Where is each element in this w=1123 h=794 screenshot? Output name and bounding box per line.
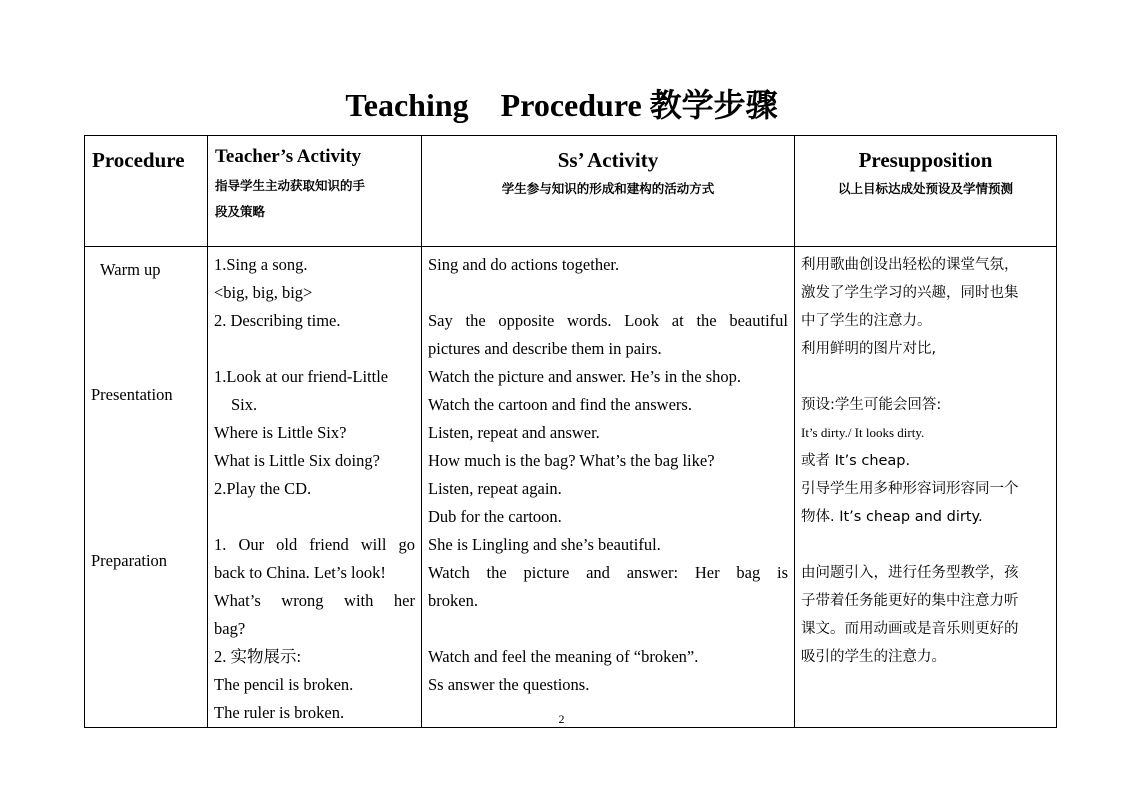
table-header-row	[85, 136, 1057, 247]
pre-line: 物体. It’s cheap and dirty.	[801, 509, 983, 525]
ss-line	[428, 279, 788, 307]
ss-line: She is Lingling and she’s beautiful.	[428, 535, 661, 554]
teacher-line: The pencil is broken.	[214, 675, 354, 694]
header-procedure-cell	[85, 136, 208, 247]
teacher-activity-column	[208, 247, 422, 728]
procedure-table	[84, 135, 1057, 728]
stage-presentation: Presentation	[91, 385, 173, 404]
ss-line: Watch the picture and answer. He’s in the shop.	[428, 367, 742, 386]
header-teacher-sub-1: 指导学生主动获取知识的手	[215, 178, 366, 193]
teacher-line: Six.	[231, 395, 258, 414]
ss-line: Watch the cartoon and find the answers.	[428, 395, 692, 414]
teacher-line: 2. 实物展示:	[214, 647, 302, 666]
teacher-line: Where is Little Six?	[214, 423, 347, 442]
ss-line: Dub for the cartoon.	[428, 507, 562, 526]
header-teacher-sub-2: 段及策略	[215, 204, 266, 219]
teacher-line: back to China. Let’s look!	[214, 563, 386, 582]
teacher-line: <big, big, big>	[214, 283, 313, 302]
pre-line: 利用鲜明的图片对比,	[801, 341, 937, 357]
pre-line: 或者 It’s cheap.	[801, 453, 911, 469]
pre-line: 由问题引入，进行任务型教学，孩	[801, 565, 1019, 581]
header-presupposition-sub: 以上目标达成处预设及学情预测	[837, 181, 1013, 196]
stage-warm-up: Warm up	[100, 260, 161, 279]
header-ss-cell	[422, 136, 795, 247]
header-procedure: Procedure	[92, 148, 185, 172]
stage-column	[85, 247, 208, 728]
page-number: 2	[558, 712, 565, 726]
page-title: Teaching Procedure 教学步骤	[345, 87, 778, 123]
teacher-line: 2. Describing time.	[214, 311, 341, 330]
pre-line: 激发了学生学习的兴趣，同时也集	[801, 285, 1019, 301]
teacher-line: 1.Look at our friend-Little	[214, 367, 389, 386]
pre-line: 子带着任务能更好的集中注意力听	[801, 593, 1019, 609]
pre-line: 中了学生的注意力。	[801, 313, 932, 329]
teacher-line: 1.Sing a song.	[214, 255, 308, 274]
teacher-line: 2.Play the CD.	[214, 479, 312, 498]
ss-line: Listen, repeat again.	[428, 479, 562, 498]
ss-line: Listen, repeat and answer.	[428, 423, 600, 442]
teacher-line: 1. Our old friend will go	[214, 535, 415, 554]
teacher-line	[214, 503, 415, 531]
pre-line: It’s dirty./ It looks dirty.	[801, 425, 925, 440]
ss-line: How much is the bag? What’s the bag like?	[428, 451, 715, 470]
pre-line	[801, 363, 1050, 391]
ss-line: Sing and do actions together.	[428, 255, 620, 274]
ss-line: Watch and feel the meaning of “broken”.	[428, 647, 699, 666]
header-presupposition: Presupposition	[858, 148, 993, 172]
header-ss-sub: 学生参与知识的形成和建构的活动方式	[501, 181, 715, 196]
teacher-line: The ruler is broken.	[214, 703, 345, 722]
ss-line: Ss answer the questions.	[428, 675, 590, 694]
teacher-line: bag?	[214, 619, 246, 638]
teacher-line: What’s wrong with her	[214, 591, 415, 610]
pre-line: 引导学生用多种形容词形容同一个	[801, 481, 1019, 497]
teacher-line	[214, 335, 415, 363]
ss-line: Watch the picture and answer: Her bag is	[428, 563, 788, 582]
pre-line: 课文。而用动画或是音乐则更好的	[801, 621, 1019, 637]
pre-line: 吸引的学生的注意力。	[801, 649, 946, 665]
header-teacher-cell	[208, 136, 422, 247]
pre-line: 利用歌曲创设出轻松的课堂气氛，	[801, 257, 1019, 273]
presupposition-column	[795, 247, 1057, 728]
ss-line: Say the opposite words. Look at the beautiful	[428, 311, 788, 330]
header-pre-cell	[795, 136, 1057, 247]
pre-line: 预设:学生可能会回答:	[801, 397, 942, 413]
stage-preparation: Preparation	[91, 551, 168, 570]
ss-line	[428, 615, 788, 643]
header-teacher: Teacher’s Activity	[215, 146, 362, 167]
header-ss: Ss’ Activity	[557, 148, 659, 172]
ss-activity-column	[422, 247, 795, 728]
pre-line	[801, 531, 1050, 559]
teacher-line: What is Little Six doing?	[214, 451, 380, 470]
ss-line: broken.	[428, 591, 478, 610]
ss-line: pictures and describe them in pairs.	[428, 339, 662, 358]
table-body-row	[85, 247, 1057, 728]
